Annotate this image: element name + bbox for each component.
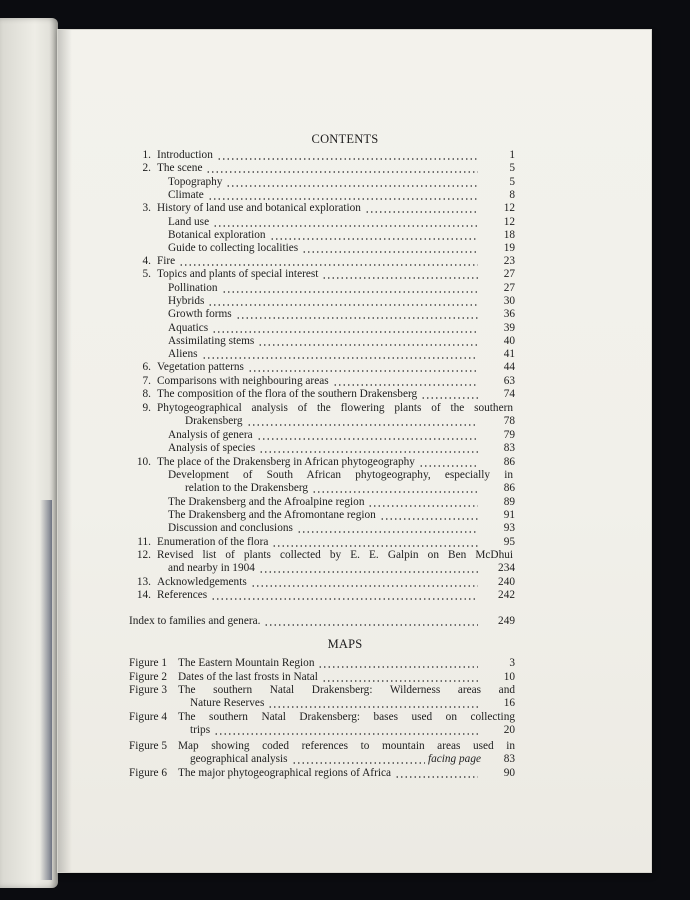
page-number: 234 [498,562,515,574]
figure-title-continued: trips [190,724,211,736]
toc-entry-title: Introduction [157,149,213,161]
dot-leader [264,617,478,627]
dot-leader [251,578,478,588]
section-number: 12. [136,549,151,561]
page-number: 8 [509,189,515,201]
page-number: 40 [503,335,515,347]
page-number: 240 [498,576,515,588]
leader-line [157,202,481,215]
dot-leader [211,591,478,601]
toc-entry[interactable] [157,268,515,281]
leader-line [168,308,481,321]
toc-entry[interactable] [157,149,515,162]
toc-entry[interactable] [157,162,515,175]
facing-page-note: facing page [427,753,481,765]
toc-entry[interactable] [157,536,515,549]
leader-line [185,415,481,428]
toc-entry[interactable] [168,442,515,455]
figure-title: The southern Natal Drakensberg: Wilderness areas and [178,684,515,696]
figure-title: The Eastern Mountain Region [178,657,315,669]
dot-leader [217,151,478,161]
page-number: 5 [509,176,515,188]
dot-leader [272,538,478,548]
dot-leader [214,726,478,736]
leader-line [168,295,481,308]
leader-line [157,268,481,281]
toc-entry[interactable] [157,202,515,215]
toc-entry[interactable] [168,562,515,575]
page-number: 12 [503,202,515,214]
toc-entry[interactable] [168,496,515,509]
section-number: 4. [142,255,151,267]
section-number: 3. [142,202,151,214]
toc-entry[interactable] [168,282,515,295]
leader-line [157,162,481,175]
page-number: 10 [503,671,515,683]
toc-entry-title: Aliens [168,348,198,360]
page-number: 23 [503,255,515,267]
map-entry[interactable] [190,697,515,710]
page-number: 27 [503,282,515,294]
leader-line [190,697,481,710]
toc-entry-title: Vegetation patterns [157,361,244,373]
map-entry[interactable] [190,753,515,766]
toc-entry[interactable] [157,361,515,374]
dot-leader [318,659,478,669]
toc-entry-title: Index to families and genera. [129,615,261,627]
toc-entry[interactable] [157,255,515,268]
leader-line [168,509,481,522]
toc-entry[interactable] [168,322,515,335]
leader-line [168,348,481,361]
dot-leader [419,458,478,468]
page-number: 91 [503,509,515,521]
leader-line [157,149,481,162]
page-number: 242 [498,589,515,601]
leader-line [168,189,481,202]
page-number: 83 [503,442,515,454]
dot-leader [179,257,478,267]
leader-line [168,229,481,242]
page-number: 78 [503,415,515,427]
section-number: 8. [142,388,151,400]
toc-entry-title: Development of South African phytogeography, especially in [168,469,513,481]
toc-entry[interactable] [168,176,515,189]
leader-line [168,429,481,442]
section-number: 1. [142,149,151,161]
figure-title-continued: geographical analysis [190,753,288,765]
leader-line [178,657,481,670]
toc-entry-title: Guide to collecting localities [168,242,299,254]
dot-leader [222,284,478,294]
toc-entry-title: Botanical exploration [168,229,266,241]
toc-entry[interactable] [168,348,515,361]
toc-entry-title: Climate [168,189,204,201]
section-number: 9. [142,402,151,414]
toc-entry-title: Enumeration of the flora [157,536,269,548]
leader-line [178,767,481,780]
dot-leader [421,390,478,400]
leader-line [168,562,481,575]
page-number: 39 [503,322,515,334]
figure-label: Figure 2 [129,671,167,683]
toc-entry-title: Topics and plants of special interest [157,268,319,280]
figure-label: Figure 6 [129,767,167,779]
toc-entry-title-continued: and nearby in 1904 [168,562,255,574]
page-number: 5 [509,162,515,174]
toc-entry-title: The place of the Drakensberg in African phytogeography [157,456,415,468]
section-number: 5. [142,268,151,280]
dot-leader [395,769,478,779]
dot-leader [208,297,478,307]
page-number: 30 [503,295,515,307]
leader-line [168,322,481,335]
leader-line [157,255,481,268]
toc-entry[interactable] [168,509,515,522]
dot-leader [368,498,478,508]
page-number: 86 [503,482,515,494]
leader-line [157,361,481,374]
toc-entry-title: Land use [168,216,210,228]
page-number: 79 [503,429,515,441]
toc-entry-title: The Drakensberg and the Afromontane region [168,509,376,521]
figure-title: Map showing coded references to mountain areas used in [178,740,515,752]
toc-entry-title-continued: relation to the Drakensberg [185,482,309,494]
leader-line [168,282,481,295]
figure-label: Figure 3 [129,684,167,696]
dot-leader [297,524,478,534]
page-number: 83 [503,753,515,765]
dot-leader [292,755,425,765]
page-number: 249 [498,615,515,627]
toc-entry-title: The scene [157,162,203,174]
toc-entry-title: References [157,589,208,601]
page-number: 19 [503,242,515,254]
section-number: 10. [136,456,151,468]
leader-line [157,576,481,589]
figure-title: The major phytogeographical regions of Africa [178,767,391,779]
page-number: 12 [503,216,515,228]
maps-heading: MAPS [327,637,363,651]
leader-line [157,388,481,401]
toc-entry-title: Discussion and conclusions [168,522,293,534]
map-entry[interactable] [178,671,515,684]
leader-line [168,216,481,229]
toc-entry-title: Assimilating stems [168,335,255,347]
figure-label: Figure 5 [129,740,167,752]
toc-entry[interactable] [168,189,515,202]
page-number: 36 [503,308,515,320]
page-number: 16 [503,697,515,709]
dot-leader [213,218,478,228]
dot-leader [247,417,478,427]
toc-entry-title: Analysis of genera [168,429,253,441]
section-number: 13. [136,576,151,588]
page-number: 63 [503,375,515,387]
toc-entry-title-continued: Drakensberg [185,415,243,427]
toc-entry[interactable] [168,295,515,308]
toc-entry-title: Aquatics [168,322,209,334]
toc-entry-title: Growth forms [168,308,232,320]
section-number: 6. [142,361,151,373]
toc-entry-title: The Drakensberg and the Afroalpine region [168,496,365,508]
leader-line [168,522,481,535]
figure-title-continued: Nature Reserves [190,697,265,709]
dot-leader [333,377,478,387]
dot-leader [268,699,478,709]
dot-leader [322,270,478,280]
dot-leader [202,350,479,360]
page-number: 86 [503,456,515,468]
toc-entry-title: Phytogeographical analysis of the flowering plants of the southern [157,402,513,414]
map-entry[interactable] [190,724,515,737]
figure-title: The southern Natal Drakensberg: bases used on collecting [178,711,515,723]
section-number: 14. [136,589,151,601]
dot-leader [208,191,478,201]
contents-heading: CONTENTS [311,132,379,146]
toc-entry[interactable] [185,482,515,495]
section-number: 2. [142,162,151,174]
toc-entry-title: History of land use and botanical exploration [157,202,361,214]
page-number: 18 [503,229,515,241]
toc-entry-title: Acknowledgements [157,576,247,588]
page-number: 41 [503,348,515,360]
dot-leader [312,484,478,494]
leader-line [178,671,481,684]
dot-leader [259,564,478,574]
leader-line [157,375,481,388]
leader-line [190,724,481,737]
page-number: 3 [509,657,515,669]
toc-entry[interactable] [168,242,515,255]
leader-line [190,753,481,766]
dot-leader [380,511,478,521]
toc-entry-title: The composition of the flora of the southern Drakensberg [157,388,418,400]
toc-entry[interactable] [157,589,515,602]
toc-entry[interactable] [168,308,515,321]
toc-entry[interactable] [157,388,515,401]
toc-entry[interactable] [157,375,515,388]
map-entry[interactable] [178,657,515,670]
toc-entry[interactable] [168,429,515,442]
page-number: 74 [503,388,515,400]
figure-label: Figure 1 [129,657,167,669]
toc-entry[interactable] [185,415,515,428]
page-number: 44 [503,361,515,373]
page-number: 27 [503,268,515,280]
dot-leader [226,178,478,188]
leader-line [185,482,481,495]
dot-leader [206,164,478,174]
toc-entry[interactable] [168,229,515,242]
figure-title: Dates of the last frosts in Natal [178,671,318,683]
map-entry[interactable] [178,767,515,780]
page-number: 95 [503,536,515,548]
toc-entry-title: Revised list of plants collected by E. E. Galpin on Ben McDhui [157,549,513,561]
toc-entry-title: Hybrids [168,295,205,307]
figure-label: Figure 4 [129,711,167,723]
toc-entry[interactable] [157,456,515,469]
dot-leader [302,244,478,254]
dot-leader [257,431,478,441]
toc-entry-title: Topography [168,176,223,188]
index-entry[interactable] [129,615,515,628]
toc-entry[interactable] [168,522,515,535]
leader-line [157,456,481,469]
toc-entry-title: Pollination [168,282,218,294]
dot-leader [259,444,478,454]
page-number: 93 [503,522,515,534]
dot-leader [236,310,478,320]
page-number: 90 [503,767,515,779]
toc-entry-title: Fire [157,255,176,267]
leader-line [157,589,481,602]
leader-line [168,176,481,189]
page-number: 20 [503,724,515,736]
toc-entry-title: Analysis of species [168,442,256,454]
leader-line [168,335,481,348]
leader-line [168,242,481,255]
toc-entry[interactable] [168,335,515,348]
page-number: 89 [503,496,515,508]
leader-line [168,442,481,455]
leader-line [129,615,481,628]
section-number: 7. [142,375,151,387]
leader-line [168,496,481,509]
dot-leader [258,337,478,347]
dot-leader [365,204,478,214]
dot-leader [322,673,478,683]
page-number: 1 [509,149,515,161]
section-number: 11. [137,536,151,548]
leader-line [157,536,481,549]
toc-entry[interactable] [157,576,515,589]
dot-leader [248,363,478,373]
dot-leader [212,324,478,334]
toc-entry[interactable] [168,216,515,229]
toc-entry-title: Comparisons with neighbouring areas [157,375,329,387]
dot-leader [270,231,478,241]
